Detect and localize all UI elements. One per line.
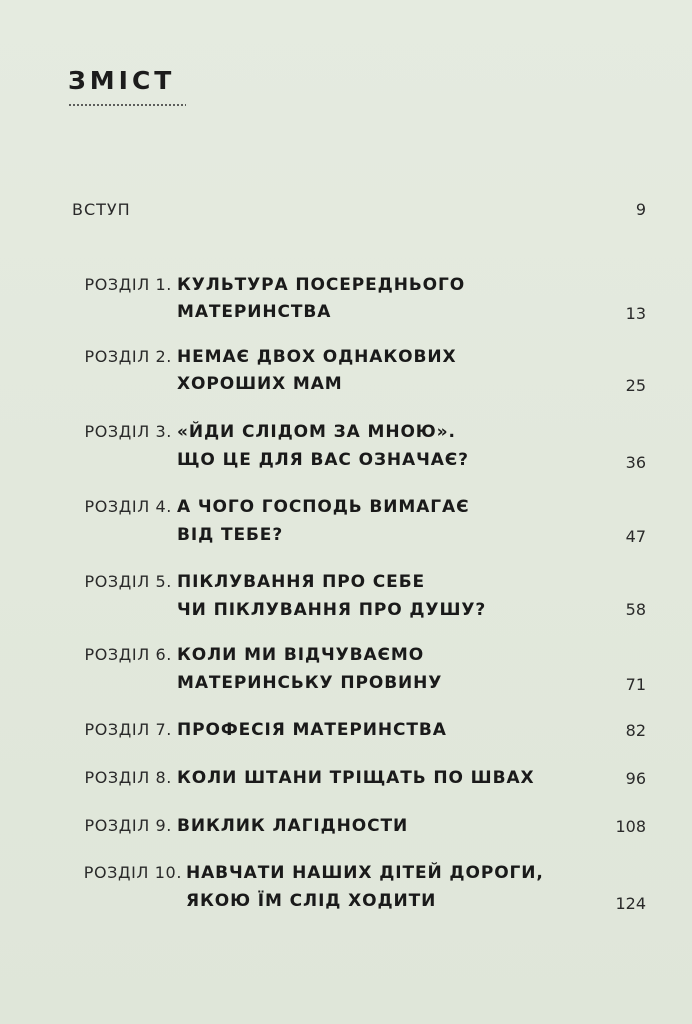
chapter-label: РОЗДІЛ 5. [84,572,172,591]
chapter-label: РОЗДІЛ 9. [84,816,172,835]
chapter-page-number: 82 [625,721,646,740]
chapter-label: РОЗДІЛ 7. [84,720,172,739]
chapter-title-line-2: ЩО ЦЕ ДЛЯ ВАС ОЗНАЧАЄ? [177,450,469,470]
chapter-title-line-2: ЧИ ПІКЛУВАННЯ ПРО ДУШУ? [177,600,487,620]
chapter-title-line-2: ХОРОШИХ МАМ [177,374,343,394]
page-title: ЗМІСТ [68,66,176,95]
chapter-label: РОЗДІЛ 3. [84,422,172,441]
chapter-label: РОЗДІЛ 4. [84,497,172,516]
chapter-page-number: 58 [625,600,646,619]
chapter-label: РОЗДІЛ 6. [84,645,172,664]
chapter-title-line-1: КОЛИ МИ ВІДЧУВАЄМО [177,645,425,665]
chapter-title-line-1: ПІКЛУВАННЯ ПРО СЕБЕ [177,572,426,592]
chapter-label: РОЗДІЛ 1. [84,275,172,294]
chapter-title-line-1: КОЛИ ШТАНИ ТРІЩАТЬ ПО ШВАХ [177,768,535,788]
chapter-title-line-1: НЕМАЄ ДВОХ ОДНАКОВИХ [177,347,457,367]
chapter-title-line-1: А ЧОГО ГОСПОДЬ ВИМАГАЄ [177,497,470,517]
chapter-title-line-2: ЯКОЮ ЇМ СЛІД ХОДИТИ [186,891,437,911]
intro-label: ВСТУП [72,200,131,219]
chapter-title-line-1: ПРОФЕСІЯ МАТЕРИНСТВА [177,720,447,740]
title-dotted-underline [68,104,186,106]
chapter-page-number: 96 [625,769,646,788]
chapter-label: РОЗДІЛ 2. [84,347,172,366]
intro-page-number: 9 [635,200,646,219]
chapter-page-number: 36 [625,453,646,472]
chapter-title-line-2: ВІД ТЕБЕ? [177,525,284,545]
chapter-page-number: 47 [625,527,646,546]
chapter-title-line-2: МАТЕРИНСТВА [177,302,332,322]
chapter-title-line-1: ВИКЛИК ЛАГІДНОСТИ [177,816,409,836]
chapter-title-line-1: КУЛЬТУРА ПОСЕРЕДНЬОГО [177,275,466,295]
chapter-page-number: 108 [615,817,646,836]
chapter-page-number: 124 [615,894,646,913]
chapter-label: РОЗДІЛ 10. [83,863,182,882]
chapter-title-line-1: НАВЧАТИ НАШИХ ДІТЕЙ ДОРОГИ, [186,863,544,883]
chapter-label: РОЗДІЛ 8. [84,768,172,787]
chapter-page-number: 13 [625,304,646,323]
chapter-title-line-1: «ЙДИ СЛІДОМ ЗА МНОЮ». [177,422,456,442]
chapter-page-number: 71 [625,675,646,694]
chapter-page-number: 25 [625,376,646,395]
chapter-title-line-2: МАТЕРИНСЬКУ ПРОВИНУ [177,673,443,693]
